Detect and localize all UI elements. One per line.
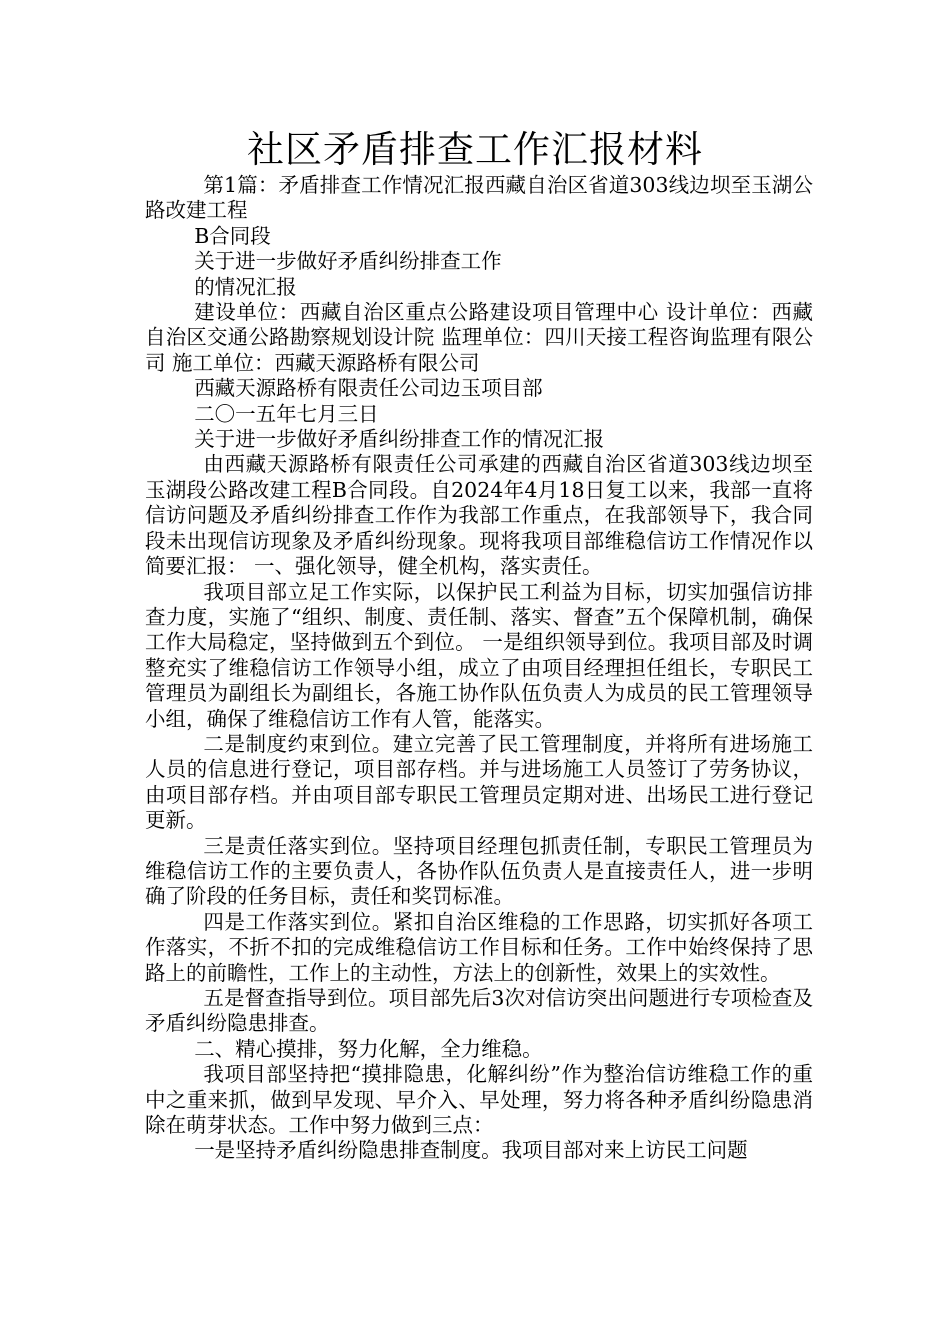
paragraph: B合同段 bbox=[194, 223, 271, 248]
paragraph: 二〇一五年七月三日 bbox=[194, 401, 379, 426]
paragraph: 我项目部立足工作实际，以保护民工利益为目标，切实加强信访排查力度，实施了“组织、制度、责任制、落实、督查”五个保障机制，确保工作大局稳定，坚持做到五个到位。 一是组织领导到位。我项目部及时调整充实了维稳信访工作领导小组，成立了由项目经理担任组长，专职民工管理员为副组长为副组长，各施工协作队伍负责人为成员的民工管理领导小组，确保了维稳信访工作有人管，能落实。 bbox=[145, 579, 813, 731]
document-body bbox=[145, 173, 813, 1164]
paragraph: 三是责任落实到位。坚持项目经理包抓责任制，专职民工管理员为维稳信访工作的主要负责人，各协作队伍负责人是直接责任人，进一步明确了阶段的任务目标，责任和奖罚标准。 bbox=[145, 833, 813, 909]
paragraph: 二、精心摸排，努力化解，全力维稳。 bbox=[194, 1036, 543, 1061]
paragraph: 一是坚持矛盾纠纷隐患排查制度。我项目部对来上访民工问题 bbox=[194, 1138, 748, 1163]
paragraph: 五是督查指导到位。项目部先后3次对信访突出问题进行专项检查及矛盾纠纷隐患排查。 bbox=[145, 986, 813, 1036]
paragraph: 我项目部坚持把“摸排隐患，化解纠纷”作为整治信访维稳工作的重中之重来抓，做到早发现、早介入、早处理，努力将各种矛盾纠纷隐患消除在萌芽状态。工作中努力做到三点： bbox=[145, 1062, 813, 1138]
paragraph: 西藏天源路桥有限责任公司边玉项目部 bbox=[194, 376, 543, 401]
paragraph: 建设单位：西藏自治区重点公路建设项目管理中心 设计单位：西藏自治区交通公路勘察规划设计院 监理单位：四川天接工程咨询监理有限公司 施工单位：西藏天源路桥有限公司 bbox=[145, 300, 813, 375]
paragraph: 的情况汇报 bbox=[194, 274, 297, 299]
paragraph: 四是工作落实到位。紧扣自治区维稳的工作思路，切实抓好各项工作落实，不折不扣的完成维稳信访工作目标和任务。工作中始终保持了思路上的前瞻性，工作上的主动性，方法上的创新性，效果上的实效性。 bbox=[145, 909, 813, 985]
paragraph: 第1篇：矛盾排查工作情况汇报西藏自治区省道303线边坝至玉湖公路改建工程 bbox=[145, 173, 813, 223]
paragraph: 二是制度约束到位。建立完善了民工管理制度，并将所有进场施工人员的信息进行登记，项目部存档。并与进场施工人员签订了劳务协议，由项目部存档。并由项目部专职民工管理员定期对进、出场民工进行登记更新。 bbox=[145, 731, 813, 833]
paragraph: 关于进一步做好矛盾纠纷排查工作的情况汇报 bbox=[194, 427, 605, 452]
paragraph: 关于进一步做好矛盾纠纷排查工作 bbox=[194, 249, 502, 274]
paragraph: 由西藏天源路桥有限责任公司承建的西藏自治区省道303线边坝至玉湖段公路改建工程B合同段。自2024年4月18日复工以来，我部一直将信访问题及矛盾纠纷排查工作作为我部工作重点，在我部领导下，我合同段未出现信访现象及矛盾纠纷现象。现将我项目部维稳信访工作情况作以简要汇报： 一、强化领导，健全机构，落实责任。 bbox=[145, 452, 813, 579]
document-title: 社区矛盾排查工作汇报材料 bbox=[247, 128, 703, 171]
